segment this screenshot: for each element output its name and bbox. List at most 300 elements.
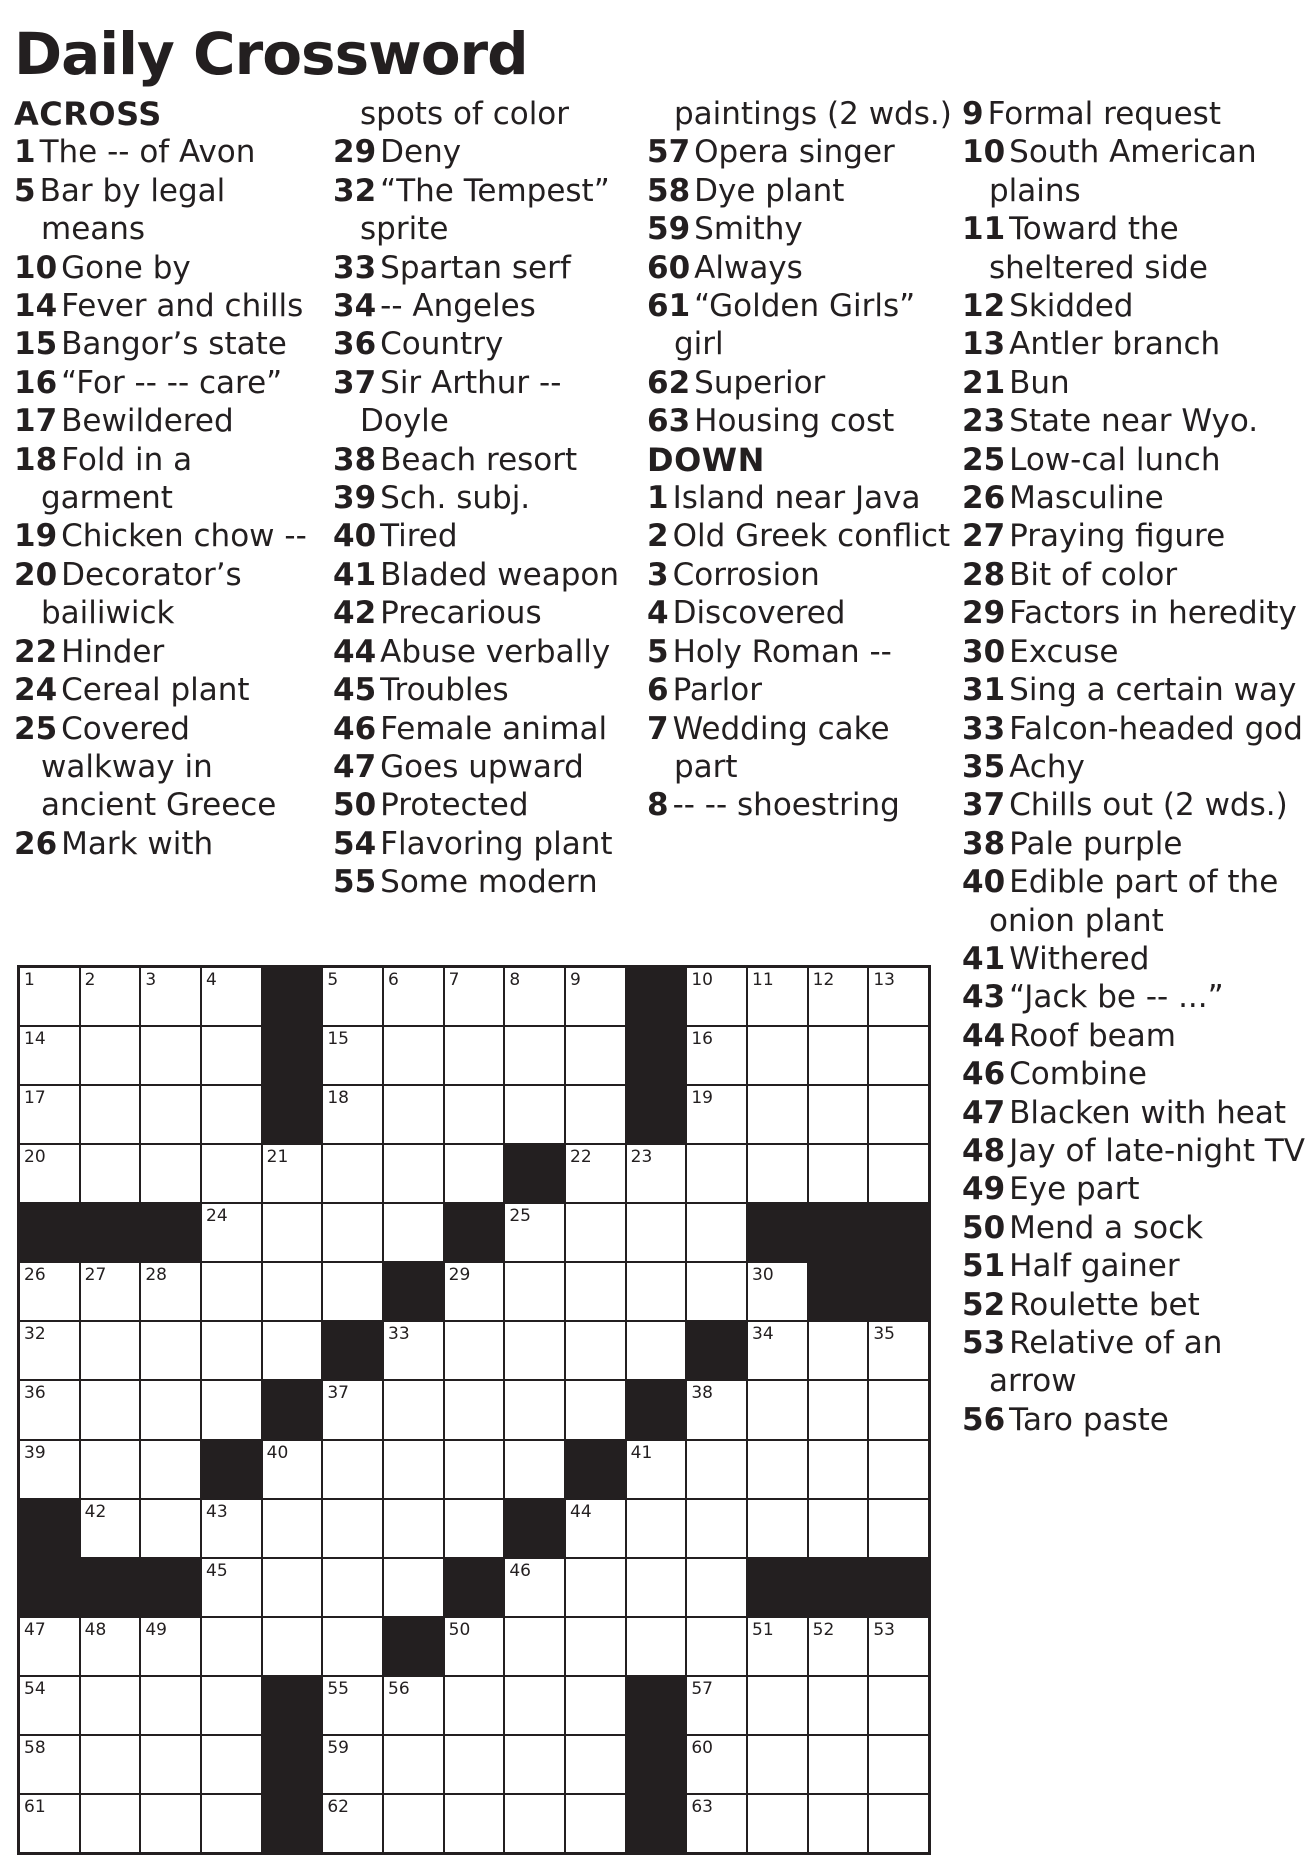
grid-cell[interactable] [748, 1322, 807, 1379]
clue-list [333, 133, 638, 901]
grid-cell[interactable] [81, 1500, 140, 1557]
grid-block [384, 1618, 443, 1675]
grid-cell[interactable] [566, 1559, 625, 1616]
grid-cell[interactable] [445, 1381, 504, 1438]
grid-cell[interactable] [869, 1381, 928, 1438]
grid-cell[interactable] [81, 1441, 140, 1498]
grid-cell[interactable] [627, 1145, 686, 1202]
grid-cell[interactable] [869, 1086, 928, 1143]
grid-block [263, 1027, 322, 1084]
grid-cell[interactable] [809, 1322, 868, 1379]
grid-cell[interactable] [141, 1500, 200, 1557]
grid-cell[interactable] [505, 1618, 564, 1675]
grid-cell[interactable] [809, 1441, 868, 1498]
grid-cell[interactable] [809, 1736, 868, 1793]
grid-cell[interactable] [202, 1736, 261, 1793]
grid-cell[interactable] [445, 1441, 504, 1498]
grid-cell[interactable] [202, 1145, 261, 1202]
grid-cell[interactable] [20, 1677, 79, 1734]
grid-cell[interactable] [627, 1500, 686, 1557]
grid-cell[interactable] [263, 1559, 322, 1616]
grid-cell[interactable] [323, 1027, 382, 1084]
grid-cell[interactable] [505, 1027, 564, 1084]
grid-cell[interactable] [809, 1618, 868, 1675]
grid-cell[interactable] [687, 1500, 746, 1557]
clue-text: Discovered [672, 595, 846, 632]
grid-cell[interactable] [141, 1677, 200, 1734]
grid-cell[interactable] [869, 1795, 928, 1852]
grid-block [505, 1500, 564, 1557]
clue-item [333, 633, 638, 671]
grid-cell[interactable] [687, 1263, 746, 1320]
grid-cell[interactable] [384, 1500, 443, 1557]
grid-cell[interactable] [869, 1027, 928, 1084]
cell-number: 43 [206, 1501, 228, 1522]
grid-cell[interactable] [687, 968, 746, 1025]
cell-number: 11 [752, 970, 774, 990]
clue-number: 10 [14, 249, 58, 286]
clue-text: Excuse [1009, 633, 1119, 670]
cell-number: 1 [24, 970, 35, 990]
grid-cell[interactable] [384, 1322, 443, 1379]
clue-text: Housing cost [694, 403, 895, 440]
grid-cell[interactable] [384, 1027, 443, 1084]
clue-item [333, 594, 638, 632]
grid-cell[interactable] [202, 1618, 261, 1675]
grid-cell[interactable] [20, 968, 79, 1025]
clue-item [962, 441, 1307, 479]
grid-cell[interactable] [748, 1677, 807, 1734]
clue-number: 53 [962, 1325, 1006, 1361]
grid-cell[interactable] [81, 1027, 140, 1084]
grid-block [263, 1795, 322, 1852]
grid-cell[interactable] [627, 1204, 686, 1261]
grid-cell[interactable] [323, 1145, 382, 1202]
grid-cell[interactable] [81, 1795, 140, 1852]
clue-text: Fever and chills [61, 288, 304, 325]
grid-cell[interactable] [809, 968, 868, 1025]
grid-cell[interactable] [263, 1441, 322, 1498]
grid-cell[interactable] [81, 1677, 140, 1734]
grid-cell[interactable] [445, 1618, 504, 1675]
clue-item [14, 556, 319, 633]
grid-cell[interactable] [566, 1263, 625, 1320]
grid-cell[interactable] [141, 1086, 200, 1143]
grid-cell[interactable] [323, 1736, 382, 1793]
clue-text: Corrosion [672, 556, 820, 593]
grid-block [263, 968, 322, 1025]
clue-item [962, 633, 1307, 671]
grid-cell[interactable] [627, 1559, 686, 1616]
grid-cell[interactable] [869, 1618, 928, 1675]
grid-cell[interactable] [141, 1795, 200, 1852]
grid-cell[interactable] [566, 1795, 625, 1852]
cell-number: 4 [206, 970, 217, 990]
clue-item [647, 671, 952, 709]
grid-cell[interactable] [687, 1204, 746, 1261]
cell-number: 39 [24, 1442, 46, 1463]
grid-block [263, 1086, 322, 1143]
grid-cell[interactable] [202, 1795, 261, 1852]
clue-number: 36 [333, 326, 377, 363]
grid-cell[interactable] [748, 1618, 807, 1675]
grid-cell[interactable] [263, 1322, 322, 1379]
grid-cell[interactable] [627, 1322, 686, 1379]
grid-cell[interactable] [869, 1677, 928, 1734]
clue-item [14, 402, 319, 440]
grid-cell[interactable] [202, 1559, 261, 1616]
grid-cell[interactable] [566, 1500, 625, 1557]
grid-cell[interactable] [81, 1618, 140, 1675]
grid-cell[interactable] [384, 1145, 443, 1202]
crossword-grid [17, 965, 931, 1855]
grid-cell[interactable] [323, 1381, 382, 1438]
grid-cell[interactable] [384, 1677, 443, 1734]
clue-number: 56 [962, 1401, 1006, 1438]
clue-number: 4 [647, 595, 669, 632]
grid-block [809, 1559, 868, 1616]
grid-cell[interactable] [384, 1736, 443, 1793]
grid-cell[interactable] [869, 1322, 928, 1379]
grid-cell[interactable] [809, 1500, 868, 1557]
clue-item [962, 786, 1307, 824]
grid-cell[interactable] [81, 1145, 140, 1202]
grid-cell[interactable] [323, 1559, 382, 1616]
clue-number: 59 [647, 211, 691, 248]
cell-number: 5 [327, 970, 339, 990]
cell-number: 40 [266, 1442, 289, 1463]
grid-cell[interactable] [445, 968, 504, 1025]
grid-block [20, 1500, 79, 1557]
clue-item [962, 594, 1307, 632]
grid-cell[interactable] [566, 1027, 625, 1084]
grid-cell[interactable] [20, 1263, 79, 1320]
grid-cell[interactable] [445, 1677, 504, 1734]
grid-cell[interactable] [687, 1795, 746, 1852]
clue-text: Formal request [987, 96, 1221, 132]
grid-cell[interactable] [687, 1441, 746, 1498]
grid-cell[interactable] [20, 1027, 79, 1084]
clue-text: The -- of Avon [39, 134, 256, 171]
grid-cell[interactable] [445, 1322, 504, 1379]
clue-item [333, 479, 638, 517]
grid-cell[interactable] [323, 1204, 382, 1261]
grid-cell[interactable] [141, 1736, 200, 1793]
grid-cell[interactable] [81, 1086, 140, 1143]
clue-text: Chills out (2 wds.) [1009, 787, 1288, 824]
clue-text: Precarious [380, 595, 542, 632]
cell-number: 19 [691, 1088, 713, 1109]
grid-cell[interactable] [20, 1322, 79, 1379]
clue-text: Mend a sock [1009, 1209, 1204, 1246]
grid-cell[interactable] [687, 1145, 746, 1202]
grid-cell[interactable] [627, 1441, 686, 1498]
clue-text: Blacken with heat [1009, 1094, 1286, 1131]
clue-text: Troubles [380, 672, 509, 709]
cell-number: 8 [509, 970, 521, 990]
grid-cell[interactable] [384, 1204, 443, 1261]
clue-number: 47 [962, 1094, 1006, 1131]
grid-cell[interactable] [445, 1736, 504, 1793]
grid-cell[interactable] [384, 1441, 443, 1498]
grid-cell[interactable] [566, 1381, 625, 1438]
grid-cell[interactable] [202, 1500, 261, 1557]
grid-cell[interactable] [566, 1145, 625, 1202]
grid-cell[interactable] [323, 1500, 382, 1557]
clue-number: 44 [962, 1017, 1006, 1054]
clue-number: 14 [14, 288, 58, 325]
grid-cell[interactable] [323, 1795, 382, 1852]
clue-number: 43 [962, 979, 1006, 1016]
clue-continuation: spots of color [360, 96, 570, 132]
grid-cell[interactable] [202, 1204, 261, 1261]
grid-cell[interactable] [505, 1381, 564, 1438]
grid-cell[interactable] [445, 1263, 504, 1320]
grid-cell[interactable] [263, 1618, 322, 1675]
grid-cell[interactable] [748, 1441, 807, 1498]
grid-cell[interactable] [202, 1027, 261, 1084]
grid-cell[interactable] [263, 1204, 322, 1261]
grid-cell[interactable] [445, 1500, 504, 1557]
grid-cell[interactable] [202, 1381, 261, 1438]
grid-block [445, 1559, 504, 1616]
grid-cell[interactable] [869, 968, 928, 1025]
grid-cell[interactable] [141, 1145, 200, 1202]
clue-list [647, 133, 952, 440]
grid-cell[interactable] [81, 1736, 140, 1793]
grid-cell[interactable] [687, 1086, 746, 1143]
grid-cell[interactable] [627, 1263, 686, 1320]
grid-cell[interactable] [20, 1441, 79, 1498]
grid-cell[interactable] [445, 1795, 504, 1852]
grid-cell[interactable] [748, 1145, 807, 1202]
clue-text: Smithy [694, 211, 803, 248]
clue-item [333, 172, 638, 249]
grid-cell[interactable] [445, 1145, 504, 1202]
grid-cell[interactable] [748, 1381, 807, 1438]
grid-cell[interactable] [202, 968, 261, 1025]
grid-cell[interactable] [202, 1677, 261, 1734]
clue-number: 38 [962, 825, 1006, 862]
grid-cell[interactable] [505, 1559, 564, 1616]
grid-cell[interactable] [141, 968, 200, 1025]
clue-text: South American plains [989, 134, 1257, 209]
grid-cell[interactable] [141, 1618, 200, 1675]
grid-cell[interactable] [384, 1381, 443, 1438]
grid-cell[interactable] [505, 1441, 564, 1498]
clue-text: Bewildered [61, 403, 234, 440]
grid-cell[interactable] [323, 1618, 382, 1675]
grid-cell[interactable] [748, 1736, 807, 1793]
grid-cell[interactable] [81, 1322, 140, 1379]
grid-cell[interactable] [263, 1500, 322, 1557]
clue-item [962, 325, 1307, 363]
clue-number: 60 [647, 249, 691, 286]
clue-text: Pale purple [1009, 825, 1183, 862]
cell-number: 25 [509, 1206, 531, 1227]
grid-cell[interactable] [505, 1795, 564, 1852]
grid-cell[interactable] [323, 1263, 382, 1320]
grid-cell[interactable] [748, 1500, 807, 1557]
grid-cell[interactable] [748, 1795, 807, 1852]
clue-item [647, 594, 952, 632]
grid-cell[interactable] [445, 1027, 504, 1084]
grid-cell[interactable] [384, 1559, 443, 1616]
clue-text: Relative of an arrow [989, 1325, 1223, 1400]
grid-cell[interactable] [809, 1677, 868, 1734]
clue-item [647, 133, 952, 171]
grid-cell[interactable] [323, 1441, 382, 1498]
grid-cell[interactable] [566, 1736, 625, 1793]
clue-column-1 [14, 95, 319, 863]
grid-cell[interactable] [809, 1086, 868, 1143]
grid-cell[interactable] [869, 1441, 928, 1498]
cell-number: 34 [752, 1324, 774, 1345]
clue-item [962, 1286, 1307, 1324]
grid-cell[interactable] [687, 1559, 746, 1616]
clue-text: Covered walkway in ancient Greece [41, 710, 277, 824]
grid-cell[interactable] [687, 1677, 746, 1734]
grid-cell[interactable] [687, 1618, 746, 1675]
grid-cell[interactable] [202, 1263, 261, 1320]
grid-cell[interactable] [809, 1795, 868, 1852]
grid-cell[interactable] [566, 1677, 625, 1734]
grid-cell[interactable] [445, 1086, 504, 1143]
grid-cell[interactable] [20, 1795, 79, 1852]
cell-number: 26 [24, 1265, 46, 1286]
clue-number: 23 [962, 403, 1006, 440]
page-title: Daily Crossword [14, 20, 528, 88]
cell-number: 51 [752, 1619, 774, 1640]
grid-cell[interactable] [687, 1381, 746, 1438]
grid-cell[interactable] [869, 1736, 928, 1793]
grid-cell[interactable] [141, 1381, 200, 1438]
grid-cell[interactable] [748, 968, 807, 1025]
grid-cell[interactable] [20, 1145, 79, 1202]
grid-cell[interactable] [505, 1204, 564, 1261]
grid-cell[interactable] [687, 1027, 746, 1084]
clue-item [962, 210, 1307, 287]
clue-item [333, 325, 638, 363]
grid-cell[interactable] [384, 1086, 443, 1143]
grid-cell[interactable] [20, 1618, 79, 1675]
grid-cell[interactable] [505, 1263, 564, 1320]
grid-cell[interactable] [809, 1381, 868, 1438]
grid-cell[interactable] [505, 1736, 564, 1793]
grid-cell[interactable] [505, 1086, 564, 1143]
grid-block [202, 1441, 261, 1498]
grid-cell[interactable] [566, 1086, 625, 1143]
clue-text: Cereal plant [61, 672, 250, 709]
grid-cell[interactable] [384, 1795, 443, 1852]
clue-number: 58 [647, 172, 691, 209]
grid-cell[interactable] [81, 1381, 140, 1438]
cell-number: 27 [84, 1265, 107, 1286]
clue-item [14, 710, 319, 825]
grid-block [323, 1322, 382, 1379]
clue-text: Holy Roman -- [672, 633, 892, 670]
clue-item [14, 249, 319, 287]
grid-cell[interactable] [20, 1086, 79, 1143]
clue-item [962, 556, 1307, 594]
clue-item [962, 710, 1307, 748]
grid-cell[interactable] [566, 1204, 625, 1261]
grid-block [869, 1559, 928, 1616]
clue-text: Half gainer [1009, 1248, 1180, 1285]
clue-number: 13 [962, 326, 1006, 363]
grid-cell[interactable] [141, 1027, 200, 1084]
clue-number: 10 [962, 134, 1006, 171]
clue-text: Wedding cake part [672, 710, 890, 785]
clue-item [962, 1401, 1307, 1439]
grid-cell[interactable] [20, 1736, 79, 1793]
clue-text: Eye part [1009, 1171, 1140, 1208]
cell-number: 6 [388, 970, 399, 990]
grid-cell[interactable] [748, 1086, 807, 1143]
clue-text: Sing a certain way [1009, 672, 1297, 709]
clue-item [14, 671, 319, 709]
grid-cell[interactable] [141, 1263, 200, 1320]
grid-cell[interactable] [869, 1500, 928, 1557]
grid-cell[interactable] [687, 1736, 746, 1793]
grid-cell[interactable] [505, 968, 564, 1025]
grid-cell[interactable] [323, 1086, 382, 1143]
cell-number: 14 [24, 1029, 46, 1050]
clue-item [647, 633, 952, 671]
grid-cell[interactable] [566, 968, 625, 1025]
clue-number: 37 [333, 364, 377, 401]
grid-cell[interactable] [505, 1677, 564, 1734]
clue-number: 5 [647, 633, 669, 670]
grid-cell[interactable] [384, 968, 443, 1025]
grid-cell[interactable] [20, 1381, 79, 1438]
grid-cell[interactable] [869, 1145, 928, 1202]
grid-cell[interactable] [748, 1263, 807, 1320]
grid-cell[interactable] [748, 1027, 807, 1084]
grid-cell[interactable] [202, 1086, 261, 1143]
grid-cell[interactable] [566, 1322, 625, 1379]
clue-number: 38 [333, 441, 377, 478]
grid-cell[interactable] [81, 1263, 140, 1320]
clue-number: 47 [333, 748, 377, 785]
clue-text: Fold in a garment [41, 441, 193, 517]
grid-cell[interactable] [505, 1322, 564, 1379]
grid-cell[interactable] [81, 968, 140, 1025]
grid-cell[interactable] [809, 1145, 868, 1202]
clue-item [333, 287, 638, 325]
grid-cell[interactable] [141, 1322, 200, 1379]
grid-cell[interactable] [263, 1263, 322, 1320]
across-header: ACROSS [14, 95, 162, 133]
grid-cell[interactable] [566, 1618, 625, 1675]
clue-number: 22 [14, 633, 58, 670]
grid-cell[interactable] [263, 1145, 322, 1202]
grid-cell[interactable] [809, 1027, 868, 1084]
clue-text: Some modern [380, 864, 598, 901]
clue-item [962, 1132, 1307, 1170]
grid-cell[interactable] [627, 1618, 686, 1675]
cell-number: 32 [24, 1324, 46, 1345]
grid-block [141, 1559, 200, 1616]
grid-block [869, 1204, 928, 1261]
clue-item [333, 441, 638, 479]
grid-cell[interactable] [141, 1441, 200, 1498]
grid-cell[interactable] [323, 968, 382, 1025]
grid-cell[interactable] [323, 1677, 382, 1734]
grid-cell[interactable] [202, 1322, 261, 1379]
clue-item [962, 940, 1307, 978]
cell-number: 50 [448, 1619, 471, 1640]
